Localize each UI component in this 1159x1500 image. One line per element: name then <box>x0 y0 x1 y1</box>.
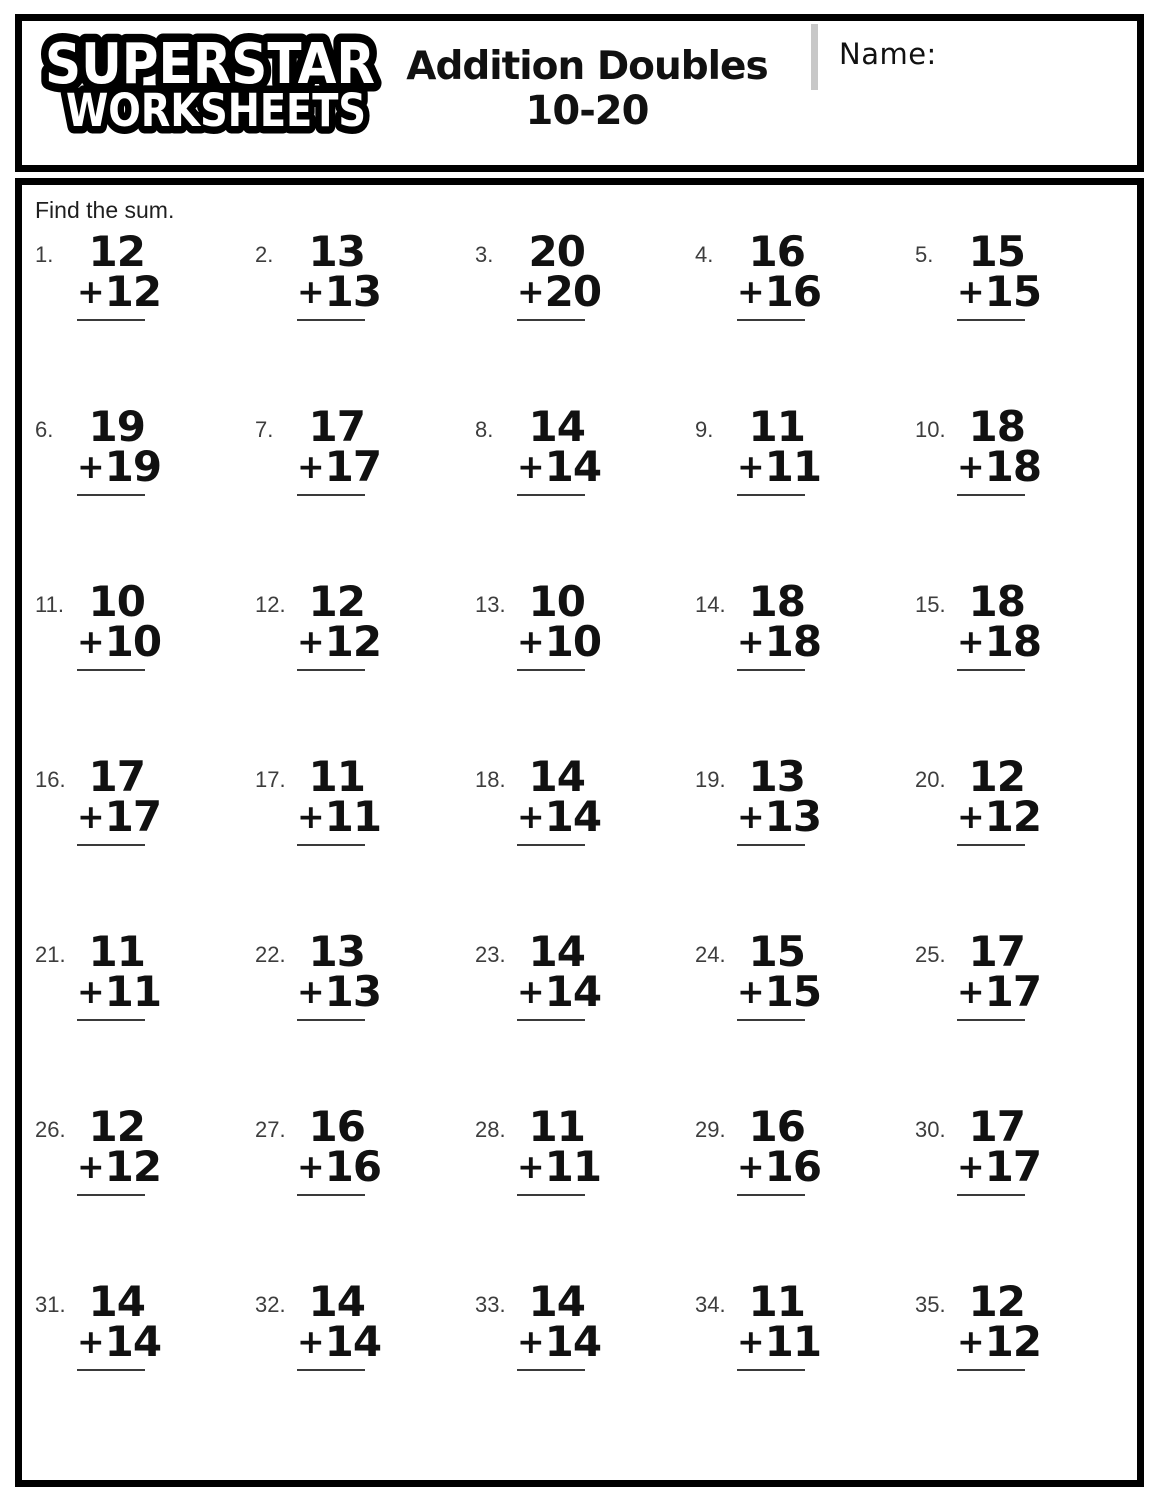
bottom-row <box>517 267 602 316</box>
answer-line <box>77 1369 145 1371</box>
top-addend: 19 <box>88 402 145 451</box>
plus-sign: + <box>297 1147 325 1186</box>
bottom-row <box>737 967 822 1016</box>
problem-cell <box>35 1102 255 1282</box>
problem-number: 20. <box>915 767 946 792</box>
problem-cell <box>475 227 695 407</box>
answer-line <box>297 1019 365 1021</box>
bottom-row <box>737 617 822 666</box>
problem-block <box>957 927 1042 1021</box>
answer-line <box>957 319 1025 321</box>
problem-cell <box>35 927 255 1107</box>
problem-block <box>297 752 382 846</box>
plus-sign: + <box>517 1322 545 1361</box>
plus-sign: + <box>297 1322 325 1361</box>
problem-block <box>737 752 822 846</box>
bottom-row <box>77 967 162 1016</box>
plus-sign: + <box>737 447 765 486</box>
bottom-row <box>297 967 382 1016</box>
bottom-row <box>957 792 1042 841</box>
bottom-addend: 13 <box>324 267 382 316</box>
problem-number: 23. <box>475 942 506 967</box>
problem-block <box>297 577 382 671</box>
problem-block <box>77 1102 162 1196</box>
bottom-row <box>517 792 602 841</box>
top-addend: 16 <box>748 1102 805 1151</box>
bottom-addend: 14 <box>544 792 602 841</box>
bottom-row <box>737 1142 822 1191</box>
bottom-row <box>737 792 822 841</box>
problem-cell <box>475 1277 695 1457</box>
problem-block <box>737 1277 822 1371</box>
problem-number: 2. <box>255 242 274 267</box>
plus-sign: + <box>957 1322 985 1361</box>
problem-cell <box>255 752 475 932</box>
answer-line <box>957 1369 1025 1371</box>
bottom-row <box>517 617 602 666</box>
problem-block <box>517 402 602 496</box>
problem-cell <box>255 577 475 757</box>
problem-block <box>297 402 382 496</box>
problem-block <box>297 927 382 1021</box>
answer-line <box>737 844 805 846</box>
bottom-addend: 11 <box>764 442 822 491</box>
plus-sign: + <box>77 797 105 836</box>
plus-sign: + <box>737 272 765 311</box>
answer-line <box>737 494 805 496</box>
problem-number: 16. <box>35 767 66 792</box>
problem-cell <box>35 752 255 932</box>
plus-sign: + <box>77 1322 105 1361</box>
problem-cell <box>475 752 695 932</box>
top-addend: 12 <box>968 752 1025 801</box>
plus-sign: + <box>77 447 105 486</box>
problem-block <box>77 577 162 671</box>
worksheet-title <box>377 45 797 133</box>
bottom-addend: 12 <box>324 617 382 666</box>
problem-block <box>957 752 1042 846</box>
problem-block <box>957 402 1042 496</box>
problem-number: 34. <box>695 1292 726 1317</box>
plus-sign: + <box>737 1322 765 1361</box>
bottom-row <box>297 267 382 316</box>
answer-line <box>77 1194 145 1196</box>
problem-block <box>77 752 162 846</box>
bottom-addend: 11 <box>104 967 162 1016</box>
top-addend: 18 <box>968 577 1025 626</box>
bottom-row <box>297 792 382 841</box>
problem-cell <box>475 927 695 1107</box>
answer-line <box>517 1194 585 1196</box>
problem-number: 22. <box>255 942 286 967</box>
answer-line <box>737 1194 805 1196</box>
answer-line <box>297 1369 365 1371</box>
problem-cell <box>915 1277 1135 1457</box>
name-label: Name: <box>839 37 937 71</box>
problem-cell <box>915 402 1135 582</box>
problem-block <box>297 227 382 321</box>
top-addend: 13 <box>308 227 365 276</box>
bottom-addend: 11 <box>764 1317 822 1366</box>
problem-number: 5. <box>915 242 934 267</box>
bottom-row <box>957 967 1042 1016</box>
plus-sign: + <box>297 447 325 486</box>
top-addend: 11 <box>748 1277 805 1326</box>
bottom-addend: 15 <box>764 967 822 1016</box>
problem-cell <box>35 577 255 757</box>
answer-line <box>297 1194 365 1196</box>
problem-cell <box>475 577 695 757</box>
bottom-addend: 17 <box>324 442 382 491</box>
plus-sign: + <box>77 1147 105 1186</box>
problem-block <box>297 1277 382 1371</box>
problem-block <box>957 1102 1042 1196</box>
answer-line <box>957 494 1025 496</box>
problem-number: 1. <box>35 242 54 267</box>
problem-number: 32. <box>255 1292 286 1317</box>
answer-line <box>517 1019 585 1021</box>
bottom-addend: 12 <box>104 1142 162 1191</box>
bottom-row <box>957 267 1042 316</box>
plus-sign: + <box>737 797 765 836</box>
problem-number: 19. <box>695 767 726 792</box>
problems-grid <box>35 227 1137 1457</box>
problem-cell <box>915 752 1135 932</box>
bottom-addend: 20 <box>544 267 602 316</box>
plus-sign: + <box>517 447 545 486</box>
answer-line <box>77 319 145 321</box>
problem-number: 7. <box>255 417 274 442</box>
problem-number: 6. <box>35 417 54 442</box>
problem-cell <box>695 227 915 407</box>
bottom-row <box>77 1317 162 1366</box>
bottom-addend: 12 <box>984 792 1042 841</box>
plus-sign: + <box>957 972 985 1011</box>
answer-line <box>77 844 145 846</box>
bottom-row <box>77 1142 162 1191</box>
problem-cell <box>255 927 475 1107</box>
top-addend: 12 <box>968 1277 1025 1326</box>
superstar-worksheets-logo <box>34 27 386 135</box>
problem-block <box>517 1102 602 1196</box>
bottom-addend: 14 <box>104 1317 162 1366</box>
problem-cell <box>915 1102 1135 1282</box>
plus-sign: + <box>77 622 105 661</box>
bottom-row <box>957 617 1042 666</box>
top-addend: 17 <box>968 1102 1025 1151</box>
bottom-addend: 19 <box>104 442 162 491</box>
problem-number: 18. <box>475 767 506 792</box>
bottom-addend: 16 <box>764 267 822 316</box>
top-addend: 14 <box>528 1277 585 1326</box>
problem-cell <box>35 227 255 407</box>
problem-block <box>517 1277 602 1371</box>
header <box>15 14 1144 172</box>
logo-line2: WORKSHEETS <box>66 84 366 135</box>
problem-number: 24. <box>695 942 726 967</box>
problem-number: 27. <box>255 1117 286 1142</box>
bottom-addend: 11 <box>544 1142 602 1191</box>
name-divider-bar <box>811 24 818 90</box>
problem-cell <box>255 402 475 582</box>
answer-line <box>957 1194 1025 1196</box>
plus-sign: + <box>737 972 765 1011</box>
top-addend: 17 <box>88 752 145 801</box>
problem-number: 4. <box>695 242 714 267</box>
problem-block <box>77 402 162 496</box>
plus-sign: + <box>77 972 105 1011</box>
problem-cell <box>695 1102 915 1282</box>
problem-block <box>737 402 822 496</box>
problem-cell <box>695 1277 915 1457</box>
problem-cell <box>35 402 255 582</box>
problem-number: 21. <box>35 942 66 967</box>
problem-number: 28. <box>475 1117 506 1142</box>
bottom-addend: 11 <box>324 792 382 841</box>
plus-sign: + <box>517 1147 545 1186</box>
answer-line <box>77 494 145 496</box>
top-addend: 10 <box>88 577 145 626</box>
bottom-addend: 10 <box>104 617 162 666</box>
problem-number: 13. <box>475 592 506 617</box>
problem-number: 35. <box>915 1292 946 1317</box>
answer-line <box>957 1019 1025 1021</box>
problem-cell <box>255 1102 475 1282</box>
answer-line <box>297 319 365 321</box>
answer-line <box>77 1019 145 1021</box>
problem-block <box>77 1277 162 1371</box>
problem-number: 31. <box>35 1292 66 1317</box>
answer-line <box>517 844 585 846</box>
plus-sign: + <box>957 272 985 311</box>
bottom-addend: 16 <box>764 1142 822 1191</box>
bottom-addend: 13 <box>764 792 822 841</box>
bottom-row <box>957 1142 1042 1191</box>
bottom-row <box>77 267 162 316</box>
problem-number: 25. <box>915 942 946 967</box>
problem-block <box>297 1102 382 1196</box>
plus-sign: + <box>517 972 545 1011</box>
logo-line1: SUPERSTAR <box>45 32 375 97</box>
answer-line <box>297 669 365 671</box>
bottom-addend: 18 <box>984 442 1042 491</box>
worksheet-title-line1: Addition Doubles <box>406 44 768 89</box>
bottom-row <box>297 1142 382 1191</box>
problem-number: 30. <box>915 1117 946 1142</box>
worksheet-title-line2: 10-20 <box>525 87 649 134</box>
problem-number: 29. <box>695 1117 726 1142</box>
answer-line <box>737 1369 805 1371</box>
bottom-row <box>517 1317 602 1366</box>
problem-block <box>517 227 602 321</box>
problem-number: 14. <box>695 592 726 617</box>
bottom-row <box>77 442 162 491</box>
plus-sign: + <box>297 272 325 311</box>
top-addend: 14 <box>528 927 585 976</box>
bottom-addend: 12 <box>104 267 162 316</box>
bottom-row <box>517 1142 602 1191</box>
problem-cell <box>915 927 1135 1107</box>
problem-block <box>517 752 602 846</box>
answer-line <box>77 669 145 671</box>
plus-sign: + <box>517 797 545 836</box>
top-addend: 17 <box>968 927 1025 976</box>
bottom-row <box>77 792 162 841</box>
answer-line <box>297 494 365 496</box>
problems-section <box>15 178 1144 1487</box>
problem-block <box>517 927 602 1021</box>
bottom-addend: 14 <box>324 1317 382 1366</box>
problem-block <box>77 927 162 1021</box>
problem-block <box>957 227 1042 321</box>
plus-sign: + <box>957 622 985 661</box>
answer-line <box>517 669 585 671</box>
top-addend: 14 <box>308 1277 365 1326</box>
plus-sign: + <box>957 1147 985 1186</box>
answer-line <box>957 669 1025 671</box>
bottom-addend: 10 <box>544 617 602 666</box>
bottom-addend: 18 <box>764 617 822 666</box>
top-addend: 11 <box>308 752 365 801</box>
top-addend: 15 <box>968 227 1025 276</box>
plus-sign: + <box>957 447 985 486</box>
answer-line <box>737 1019 805 1021</box>
bottom-row <box>297 617 382 666</box>
top-addend: 15 <box>748 927 805 976</box>
plus-sign: + <box>297 797 325 836</box>
top-addend: 14 <box>528 752 585 801</box>
bottom-addend: 17 <box>984 1142 1042 1191</box>
problem-block <box>957 577 1042 671</box>
answer-line <box>517 319 585 321</box>
problem-block <box>957 1277 1042 1371</box>
plus-sign: + <box>737 1147 765 1186</box>
top-addend: 12 <box>88 227 145 276</box>
bottom-row <box>737 442 822 491</box>
answer-line <box>737 669 805 671</box>
plus-sign: + <box>517 272 545 311</box>
problem-block <box>737 927 822 1021</box>
plus-sign: + <box>957 797 985 836</box>
answer-line <box>517 494 585 496</box>
problem-cell <box>915 227 1135 407</box>
top-addend: 16 <box>308 1102 365 1151</box>
bottom-row <box>517 442 602 491</box>
problem-number: 12. <box>255 592 286 617</box>
bottom-addend: 18 <box>984 617 1042 666</box>
top-addend: 20 <box>528 227 585 276</box>
problem-cell <box>255 227 475 407</box>
problem-cell <box>695 577 915 757</box>
plus-sign: + <box>517 622 545 661</box>
top-addend: 16 <box>748 227 805 276</box>
bottom-addend: 14 <box>544 1317 602 1366</box>
problem-cell <box>35 1277 255 1457</box>
bottom-addend: 17 <box>104 792 162 841</box>
top-addend: 18 <box>968 402 1025 451</box>
bottom-row <box>957 1317 1042 1366</box>
bottom-addend: 14 <box>544 442 602 491</box>
instruction-text: Find the sum. <box>35 197 175 223</box>
top-addend: 11 <box>748 402 805 451</box>
bottom-row <box>737 1317 822 1366</box>
problem-cell <box>255 1277 475 1457</box>
problem-number: 8. <box>475 417 494 442</box>
problem-cell <box>695 752 915 932</box>
bottom-row <box>297 442 382 491</box>
plus-sign: + <box>737 622 765 661</box>
bottom-row <box>297 1317 382 1366</box>
top-addend: 18 <box>748 577 805 626</box>
top-addend: 14 <box>88 1277 145 1326</box>
answer-line <box>737 319 805 321</box>
problem-block <box>737 227 822 321</box>
bottom-addend: 12 <box>984 1317 1042 1366</box>
problem-cell <box>915 577 1135 757</box>
top-addend: 13 <box>308 927 365 976</box>
plus-sign: + <box>297 622 325 661</box>
top-addend: 12 <box>88 1102 145 1151</box>
top-addend: 17 <box>308 402 365 451</box>
problem-cell <box>695 927 915 1107</box>
bottom-row <box>77 617 162 666</box>
problem-number: 3. <box>475 242 494 267</box>
bottom-addend: 16 <box>324 1142 382 1191</box>
problem-number: 15. <box>915 592 946 617</box>
bottom-addend: 15 <box>984 267 1042 316</box>
problem-block <box>517 577 602 671</box>
problem-block <box>77 227 162 321</box>
problem-number: 9. <box>695 417 714 442</box>
problem-cell <box>475 1102 695 1282</box>
answer-line <box>957 844 1025 846</box>
problem-cell <box>695 402 915 582</box>
top-addend: 14 <box>528 402 585 451</box>
problem-cell <box>475 402 695 582</box>
answer-line <box>297 844 365 846</box>
bottom-row <box>517 967 602 1016</box>
plus-sign: + <box>77 272 105 311</box>
top-addend: 11 <box>528 1102 585 1151</box>
bottom-row <box>957 442 1042 491</box>
answer-line <box>517 1369 585 1371</box>
problem-number: 33. <box>475 1292 506 1317</box>
problem-block <box>737 577 822 671</box>
problem-block <box>737 1102 822 1196</box>
top-addend: 10 <box>528 577 585 626</box>
top-addend: 12 <box>308 577 365 626</box>
bottom-addend: 17 <box>984 967 1042 1016</box>
top-addend: 11 <box>88 927 145 976</box>
plus-sign: + <box>297 972 325 1011</box>
top-addend: 13 <box>748 752 805 801</box>
bottom-row <box>737 267 822 316</box>
problem-number: 11. <box>35 592 64 617</box>
bottom-addend: 13 <box>324 967 382 1016</box>
bottom-addend: 14 <box>544 967 602 1016</box>
problem-number: 17. <box>255 767 286 792</box>
problem-number: 26. <box>35 1117 66 1142</box>
problem-number: 10. <box>915 417 946 442</box>
